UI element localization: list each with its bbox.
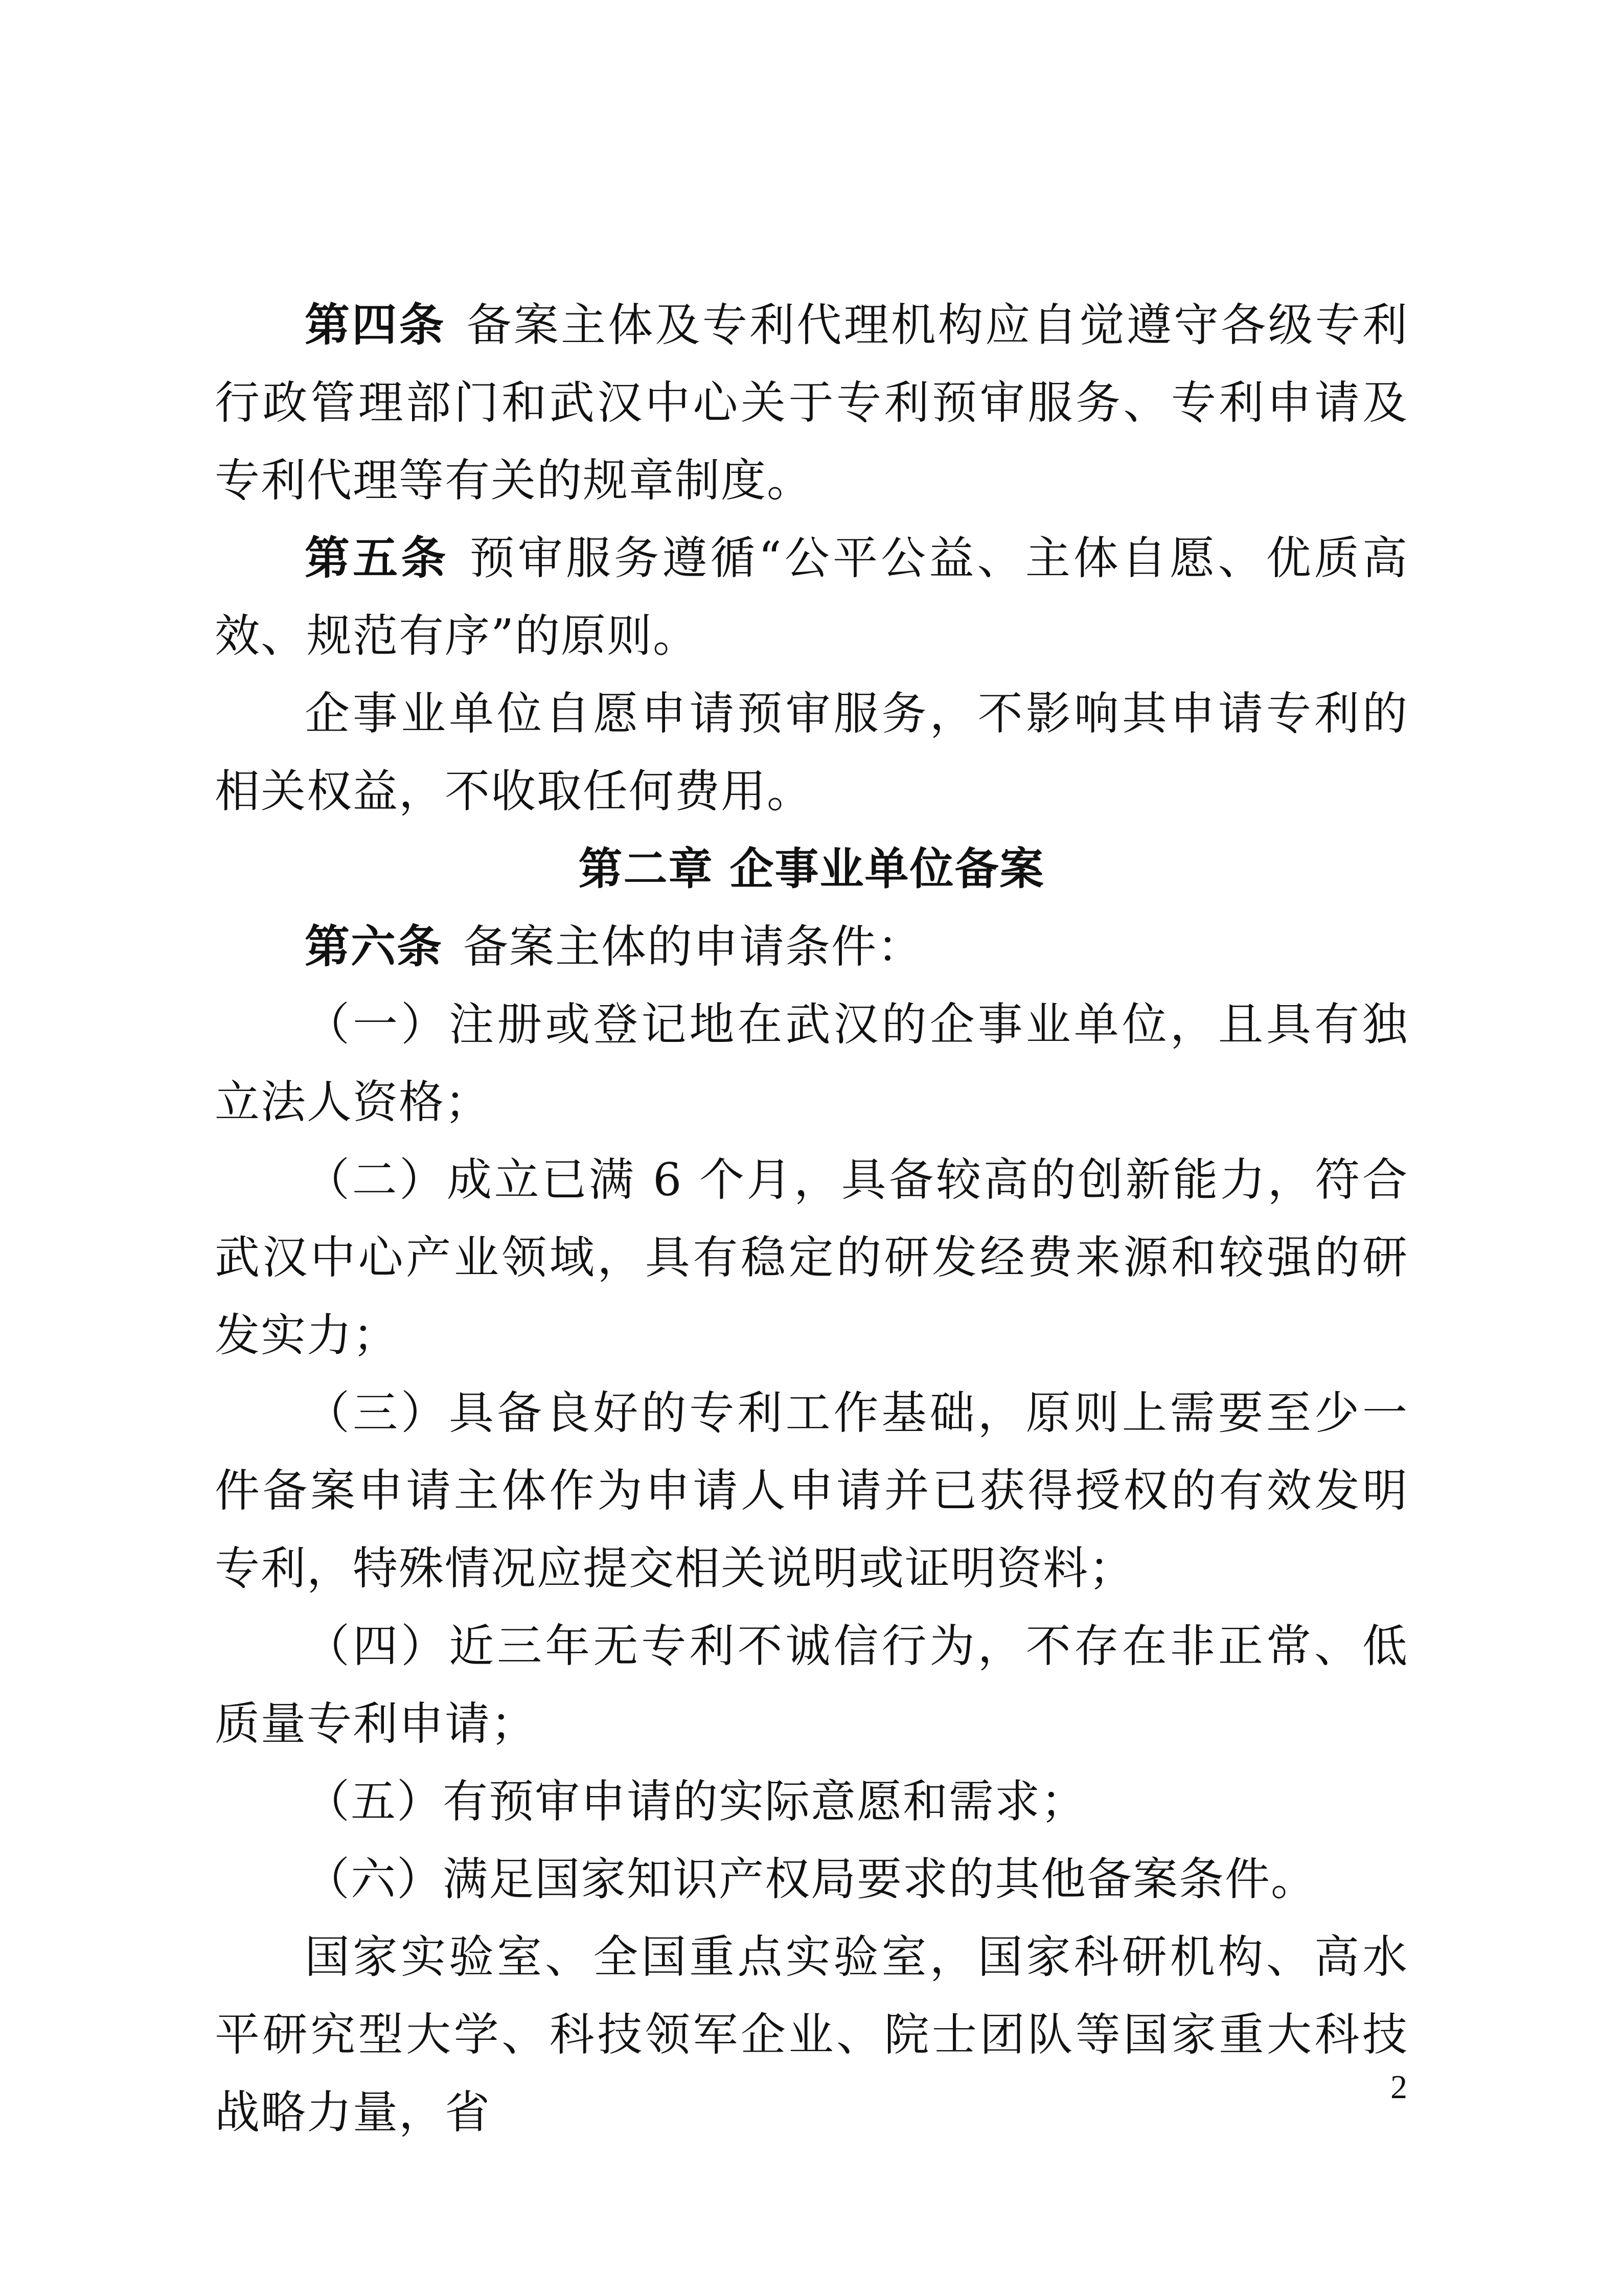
condition-item-3: （三）具备良好的专利工作基础，原则上需要至少一件备案申请主体作为申请人申请并已获得授权的有效发明专利，特殊情况应提交相关说明或证明资料； (215, 1386, 1408, 1595)
article-label: 第六条 (305, 920, 443, 973)
condition-item-2: （二）成立已满 6 个月，具备较高的创新能力，符合武汉中心产业领域，具有稳定的研发经费来源和较强的研发实力； (215, 1153, 1408, 1361)
article-text: 预审服务遵循“公平公益、主体自愿、优质高效、规范有序”的原则。 (215, 532, 1408, 662)
article-text: 备案主体及专利代理机构应自觉遵守各级专利行政管理部门和武汉中心关于专利预审服务、专利申请及专利代理等有关的规章制度。 (215, 299, 1408, 507)
condition-item-1: （一）注册或登记地在武汉的企事业单位，且具有独立法人资格； (215, 998, 1408, 1128)
condition-item-6: （六）满足国家知识产权局要求的其他备案条件。 (305, 1853, 1317, 1905)
condition-item-4: （四）近三年无专利不诚信行为，不存在非正常、低质量专利申请； (215, 1620, 1408, 1750)
article-text: 备案主体的申请条件： (463, 920, 924, 973)
article-label: 第四条 (305, 299, 446, 351)
article-5-paragraph (215, 519, 1408, 675)
body-paragraph: 国家实验室、全国重点实验室，国家科研机构、高水平研究型大学、科技领军企业、院士团队等国家重大科技战略力量，省 (215, 1930, 1408, 2139)
condition-item-5: （五）有预审申请的实际意愿和需求； (305, 1775, 1087, 1828)
article-6-paragraph (215, 908, 1408, 986)
article-label: 第五条 (305, 532, 449, 584)
document-body (215, 286, 1408, 2151)
article-4-paragraph (215, 286, 1408, 519)
page-number: 2 (1390, 2068, 1407, 2106)
chapter-heading: 第二章 企事业单位备案 (578, 844, 1045, 895)
body-paragraph: 企事业单位自愿申请预审服务，不影响其申请专利的相关权益，不收取任何费用。 (215, 687, 1408, 817)
